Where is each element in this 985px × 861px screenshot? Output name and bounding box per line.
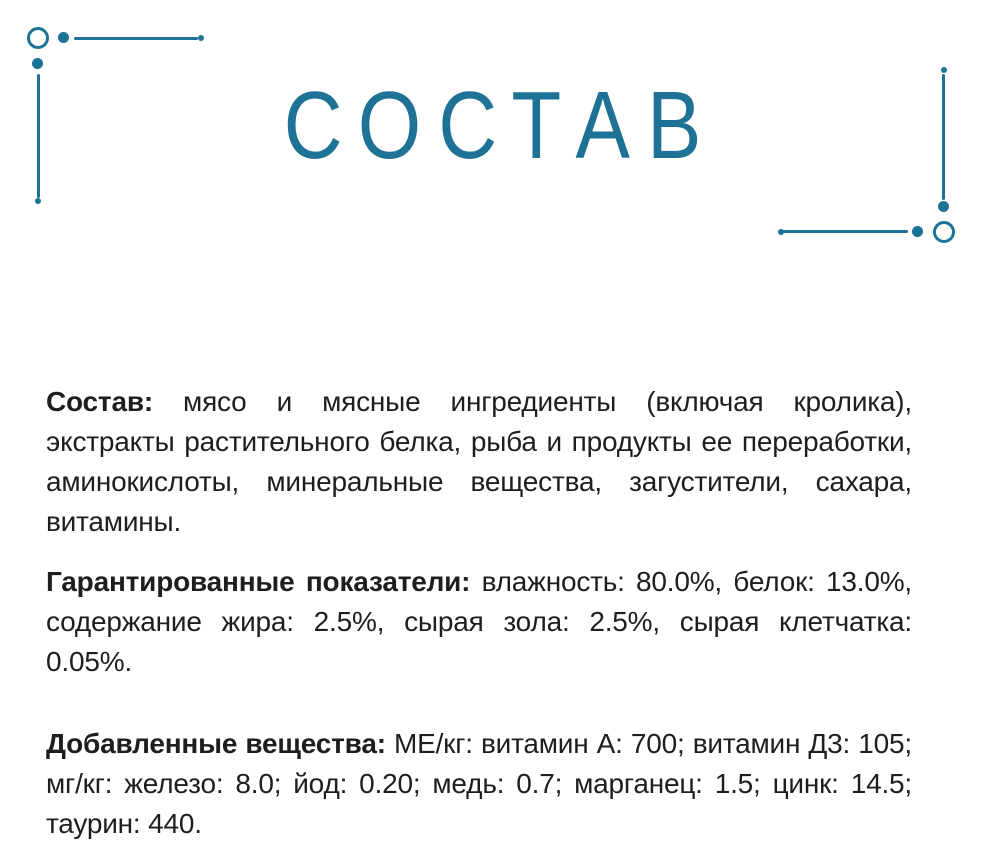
dot-icon (912, 226, 923, 237)
added-substances-text: МЕ/кг: витамин А: 700; витамин Д3: 105; мг/кг: железо: 8.0; йод: 0.20; медь: 0.7; марганец: 1.5; цинк: 14.5; таурин: 440. (46, 728, 912, 839)
vertical-line (37, 74, 40, 198)
guaranteed-indicators-text: влажность: 80.0%, белок: 13.0%, содержание жира: 2.5%, сырая зола: 2.5%, сырая клетчатка: 0.05%. (46, 566, 913, 677)
added-substances-label: Добавленные вещества: (46, 728, 386, 759)
dot-icon (941, 67, 947, 73)
added-substances-paragraph (46, 724, 912, 844)
guaranteed-indicators-label: Гарантированные показатели: (46, 566, 471, 597)
dot-icon (32, 58, 43, 69)
page-title: СОСТАВ (283, 72, 719, 179)
dot-icon (35, 198, 41, 204)
horizontal-line (782, 230, 908, 233)
dot-icon (778, 229, 784, 235)
circle-outline-icon (27, 27, 49, 49)
horizontal-line (74, 37, 198, 40)
composition-label: Состав: (46, 386, 153, 417)
dot-icon (198, 35, 204, 41)
vertical-line (942, 74, 945, 200)
circle-outline-icon (933, 221, 955, 243)
dot-icon (58, 32, 69, 43)
guaranteed-indicators-paragraph (46, 562, 912, 682)
composition-text: мясо и мясные ингредиенты (включая кролика), экстракты растительного белка, рыба и продукты ее переработки, аминокислоты, минеральные вещества, загустители, сахара, витамины. (46, 386, 912, 537)
composition-paragraph (46, 382, 912, 542)
dot-icon (938, 201, 949, 212)
